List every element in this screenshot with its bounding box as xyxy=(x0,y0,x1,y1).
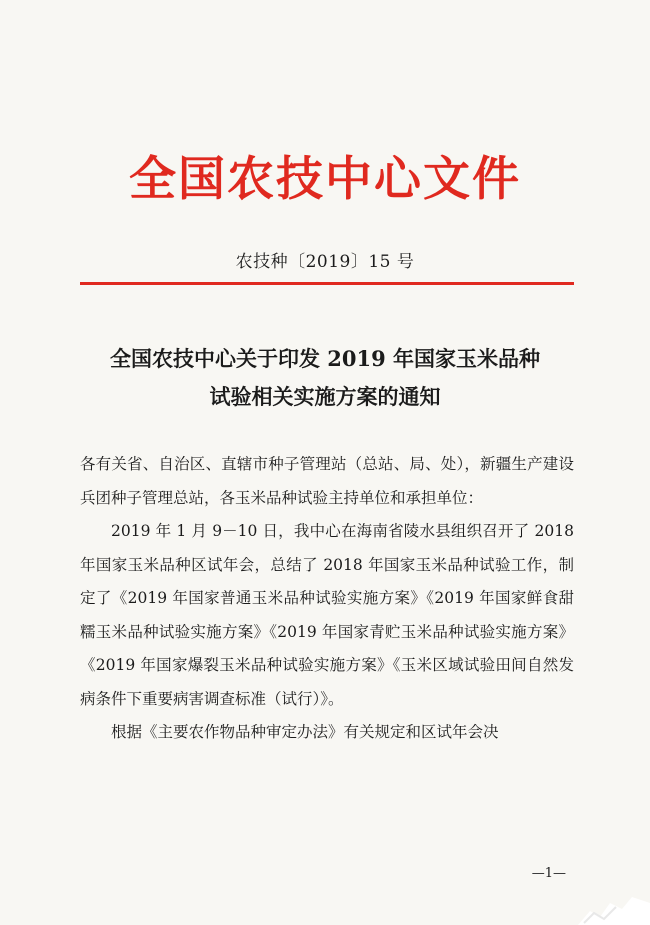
notice-body xyxy=(80,448,574,750)
document-number: 农技种〔2019〕15 号 xyxy=(235,252,415,272)
issuer-header-title: 全国农技中心文件 xyxy=(129,152,521,207)
body-paragraph-1: 2019 年 1 月 9－10 日，我中心在海南省陵水县组织召开了 2018 年国家玉米品种区试年会，总结了 2018 年国家玉米品种试验工作，制定了《2019 年国家普通玉米品种试验实施方案》《2019 年国家鲜食甜糯玉米品种试验实施方案》《2019 年国家青贮玉米品种试验实施方案》《2019 年国家爆裂玉米品种试验实施方案》《玉米区域试验田间自然发病条件下重要病害调查标准（试行）》。 xyxy=(80,522,574,708)
page-number: —1— xyxy=(531,866,566,881)
body-paragraph-2: 根据《主要农作物品种审定办法》有关规定和区试年会决 xyxy=(111,723,499,741)
notice-title-line-1: 全国农技中心关于印发 2019 年国家玉米品种 xyxy=(109,346,541,371)
red-divider-line xyxy=(80,282,574,285)
notice-title-line-2: 试验相关实施方案的通知 xyxy=(209,384,441,409)
salutation: 各有关省、自治区、直辖市种子管理站（总站、局、处），新疆生产建设兵团种子管理总站，各玉米品种试验主持单位和承担单位： xyxy=(80,455,574,507)
corner-watermark-icon xyxy=(570,873,650,925)
notice-title xyxy=(0,340,650,416)
